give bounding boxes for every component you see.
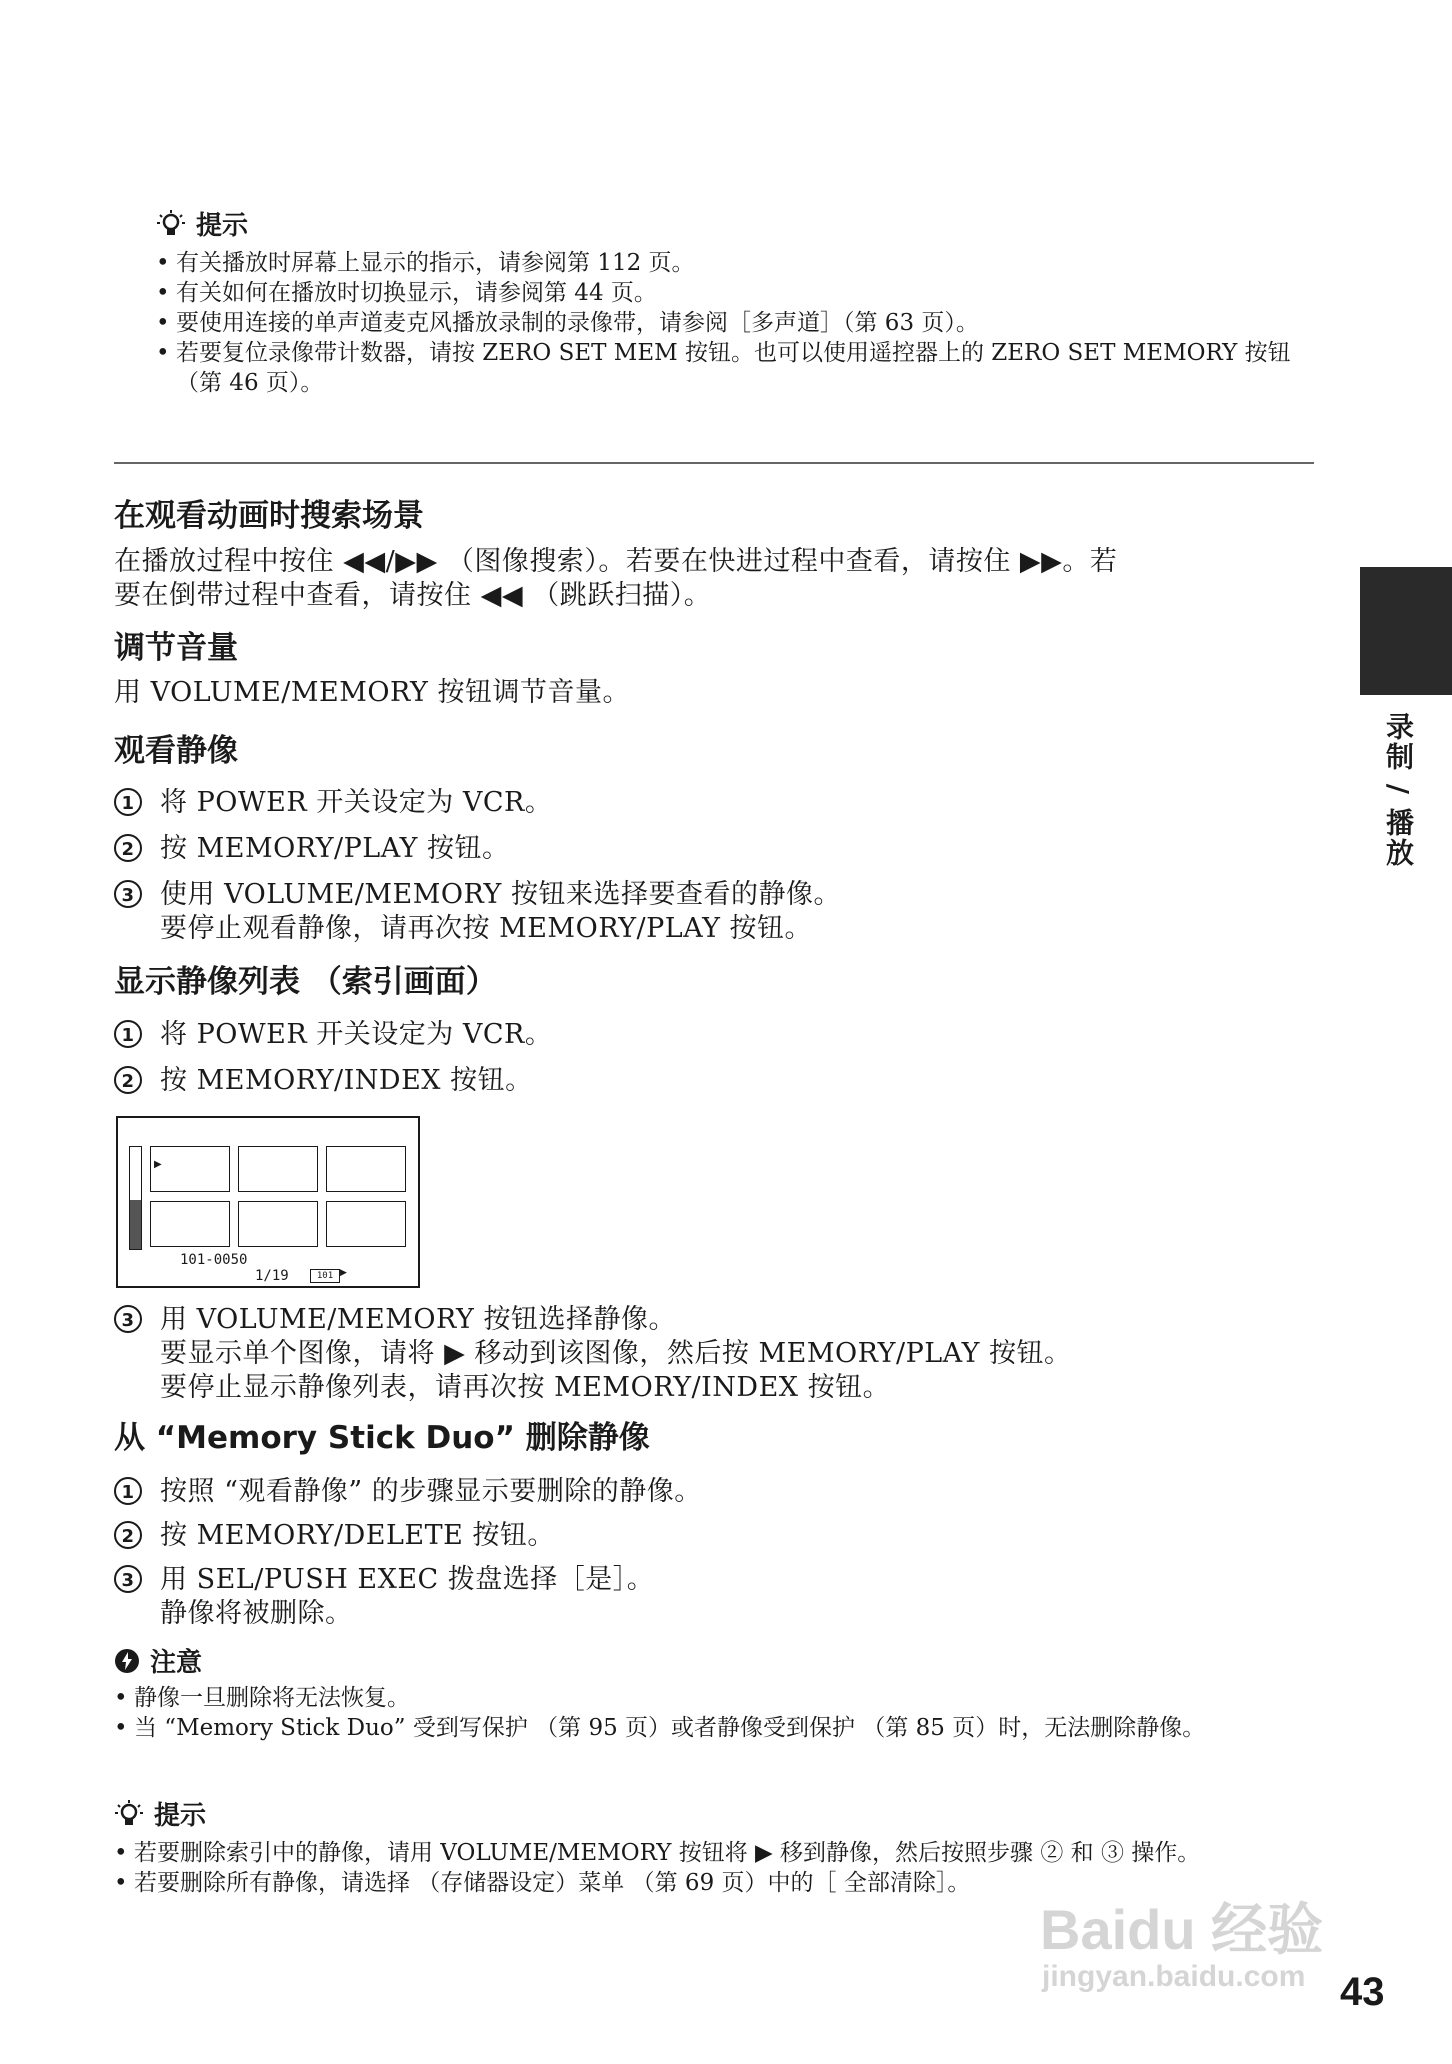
lightbulb-icon: [156, 209, 186, 239]
step-text: 要停止显示静像列表，请再次按 MEMORY/INDEX 按钮。: [160, 1372, 891, 1403]
step-number: 1: [114, 1020, 142, 1048]
step-text: 按 MEMORY/PLAY 按钮。: [160, 833, 510, 864]
chapter-label: 录制 / 播放: [1382, 712, 1415, 868]
step-item: [114, 832, 1314, 866]
step-text: 要显示单个图像，请将 ▶ 移动到该图像，然后按 MEMORY/PLAY 按钮。: [160, 1338, 1072, 1369]
step-number: 2: [114, 834, 142, 862]
list-item: • 若要删除所有静像，请选择 （存储器设定）菜单 （第 69 页）中的［ 全部清除］。: [114, 1868, 1324, 1898]
caution-box: [114, 1642, 1324, 1743]
folder-number: 101: [316, 1271, 334, 1281]
step-text: 按照 “观看静像” 的步骤显示要删除的静像。: [160, 1476, 702, 1507]
chapter-tab: [1360, 567, 1452, 695]
tip-box-1: [156, 205, 1316, 398]
caution-list: [114, 1683, 1324, 1743]
step-number: 3: [114, 1565, 142, 1593]
section-heading-index: 显示静像列表 （索引画面）: [114, 964, 497, 1000]
caution-header: [114, 1642, 1324, 1679]
step-number: 3: [114, 1305, 142, 1333]
folder-arrow-icon: ▶: [340, 1268, 347, 1278]
play-cursor-icon: ▶: [154, 1159, 162, 1170]
step-text: 使用 VOLUME/MEMORY 按钮来选择要查看的静像。: [160, 879, 841, 910]
scroll-bar-fill: [130, 1200, 141, 1249]
step-item: [114, 786, 1314, 820]
section-heading-search: 在观看动画时搜索场景: [114, 498, 424, 534]
list-item: • 有关播放时屏幕上显示的指示，请参阅第 112 页。: [156, 248, 1316, 278]
step-number: 1: [114, 788, 142, 816]
step-text: 静像将被删除。: [160, 1598, 353, 1629]
tip-title: 提示: [154, 1801, 207, 1831]
thumbnail: [326, 1201, 406, 1247]
step-text: 用 VOLUME/MEMORY 按钮选择静像。: [160, 1304, 676, 1335]
step-item: [114, 1303, 1314, 1405]
step-number: 1: [114, 1477, 142, 1505]
step-text: 用 SEL/PUSH EXEC 拨盘选择［是］。: [160, 1564, 655, 1595]
tip-list: [156, 248, 1316, 398]
tip-box-2: [114, 1795, 1324, 1898]
index-steps-a: [114, 1018, 1314, 1098]
step-item: [114, 1064, 1314, 1098]
step-text: 按 MEMORY/INDEX 按钮。: [160, 1065, 533, 1096]
caution-title: 注意: [150, 1648, 203, 1678]
page-counter: 1/19: [255, 1268, 289, 1284]
list-item: • 当 “Memory Stick Duo” 受到写保护 （第 95 页）或者静像受到保护 （第 85 页）时，无法删除静像。: [114, 1713, 1324, 1743]
volume-paragraph: 用 VOLUME/MEMORY 按钮调节音量。: [114, 677, 630, 708]
step-text: 要停止观看静像，请再次按 MEMORY/PLAY 按钮。: [160, 913, 813, 944]
scroll-bar: [129, 1146, 142, 1250]
thumbnail: [326, 1146, 406, 1192]
caution-icon: [114, 1648, 140, 1674]
step-item: [114, 1563, 1314, 1631]
step-text: 将 POWER 开关设定为 VCR。: [160, 787, 553, 818]
step-item: [114, 1475, 1314, 1509]
step-number: 2: [114, 1066, 142, 1094]
folder-icon: [310, 1269, 340, 1283]
section-heading-volume: 调节音量: [114, 630, 238, 666]
watermark-url: jingyan.baidu.com: [1042, 1960, 1306, 1993]
index-screen-illustration: [116, 1116, 420, 1288]
section-heading-still: 观看静像: [114, 733, 238, 769]
list-item: • 若要复位录像带计数器，请按 ZERO SET MEM 按钮。也可以使用遥控器上的 ZERO SET MEMORY 按钮 （第 46 页）。: [156, 338, 1316, 398]
paragraph-line: 要在倒带过程中查看，请按住 ◀◀ （跳跃扫描）。: [114, 580, 712, 611]
list-item: • 有关如何在播放时切换显示，请参阅第 44 页。: [156, 278, 1316, 308]
tip-header: [156, 205, 1316, 242]
tip-title: 提示: [196, 211, 249, 241]
paragraph-line: 在播放过程中按住 ◀◀/▶▶ （图像搜索）。若要在快进过程中查看，请按住 ▶▶。若: [114, 546, 1118, 577]
thumbnail: [150, 1146, 230, 1192]
thumbnail: [238, 1201, 318, 1247]
lightbulb-icon: [114, 1799, 144, 1829]
step-item: [114, 1519, 1314, 1553]
thumbnail: [238, 1146, 318, 1192]
step-text: 按 MEMORY/DELETE 按钮。: [160, 1520, 555, 1551]
watermark-brand: Baidu 经验: [1040, 1898, 1324, 1961]
thumbnail: [150, 1201, 230, 1247]
section-divider: [114, 462, 1314, 464]
tip-header: [114, 1795, 1324, 1832]
step-number: 3: [114, 880, 142, 908]
still-steps: [114, 786, 1314, 946]
step-item: [114, 1018, 1314, 1052]
delete-steps: [114, 1475, 1314, 1631]
list-item: • 若要删除索引中的静像，请用 VOLUME/MEMORY 按钮将 ▶ 移到静像，然后按照步骤 ② 和 ③ 操作。: [114, 1838, 1324, 1868]
step-text: 将 POWER 开关设定为 VCR。: [160, 1019, 553, 1050]
file-number: 101-0050: [180, 1252, 248, 1268]
index-steps-b: [114, 1303, 1314, 1405]
step-item: [114, 878, 1314, 946]
page-number: 43: [1340, 1970, 1385, 2014]
list-item: • 静像一旦删除将无法恢复。: [114, 1683, 1324, 1713]
step-number: 2: [114, 1521, 142, 1549]
list-item: • 要使用连接的单声道麦克风播放录制的录像带，请参阅［多声道］（第 63 页）。: [156, 308, 1316, 338]
section-heading-delete: 从 “Memory Stick Duo” 删除静像: [114, 1420, 650, 1456]
search-paragraph: [114, 545, 1324, 613]
